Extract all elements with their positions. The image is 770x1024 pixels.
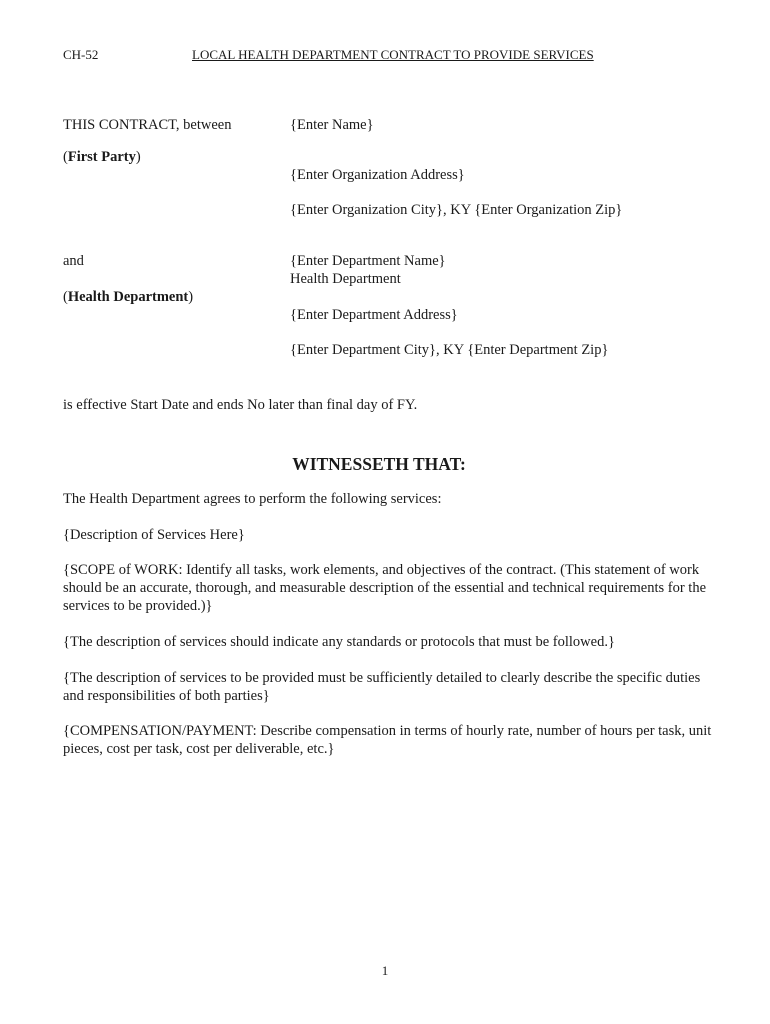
paragraph-compensation: {COMPENSATION/PAYMENT: Describe compensation in terms of hourly rate, number of hours per task, unit pieces, cost per task, cost per deliverable, etc.} — [63, 723, 712, 757]
department-name-suffix: Health Department — [290, 271, 401, 287]
first-party-city-line: {Enter Organization City}, KY {Enter Organization Zip} — [290, 202, 623, 218]
document-title: LOCAL HEALTH DEPARTMENT CONTRACT TO PROVIDE SERVICES — [192, 47, 594, 62]
department-name: {Enter Department Name} — [290, 253, 446, 269]
effective-line: is effective Start Date and ends No later than final day of FY. — [63, 397, 418, 413]
paragraph-standards: {The description of services should indicate any standards or protocols that must be followed.} — [63, 634, 615, 650]
contract-intro: THIS CONTRACT, between — [63, 117, 232, 133]
first-party-name: {Enter Name} — [290, 117, 374, 133]
page-number: 1 — [381, 963, 389, 978]
department-city-line: {Enter Department City}, KY {Enter Department Zip} — [290, 342, 609, 358]
section-heading: WITNESSETH THAT: — [292, 454, 466, 474]
health-department-label: (Health Department) — [63, 289, 194, 305]
department-address: {Enter Department Address} — [290, 307, 458, 323]
health-department-label-text: Health Department — [67, 289, 189, 305]
paragraph-responsibilities: {The description of services to be provided must be sufficiently detailed to clearly describe the specific duties and responsibilities of both parties} — [63, 670, 701, 704]
services-intro: The Health Department agrees to perform the following services: — [63, 491, 442, 507]
party-connector: and — [63, 253, 84, 269]
first-party-label-text: First Party — [67, 149, 136, 165]
first-party-address: {Enter Organization Address} — [290, 167, 465, 183]
paragraph-description-of-services: {Description of Services Here} — [63, 527, 245, 543]
paragraph-scope-of-work: {SCOPE of WORK: Identify all tasks, work elements, and objectives of the contract. (This statement of work should be an accurate, thorough, and measurable description of the essential and technical requirements for the services to be provided.)} — [63, 562, 706, 614]
first-party-label: (First Party) — [63, 149, 141, 165]
form-code: CH-52 — [63, 47, 99, 62]
